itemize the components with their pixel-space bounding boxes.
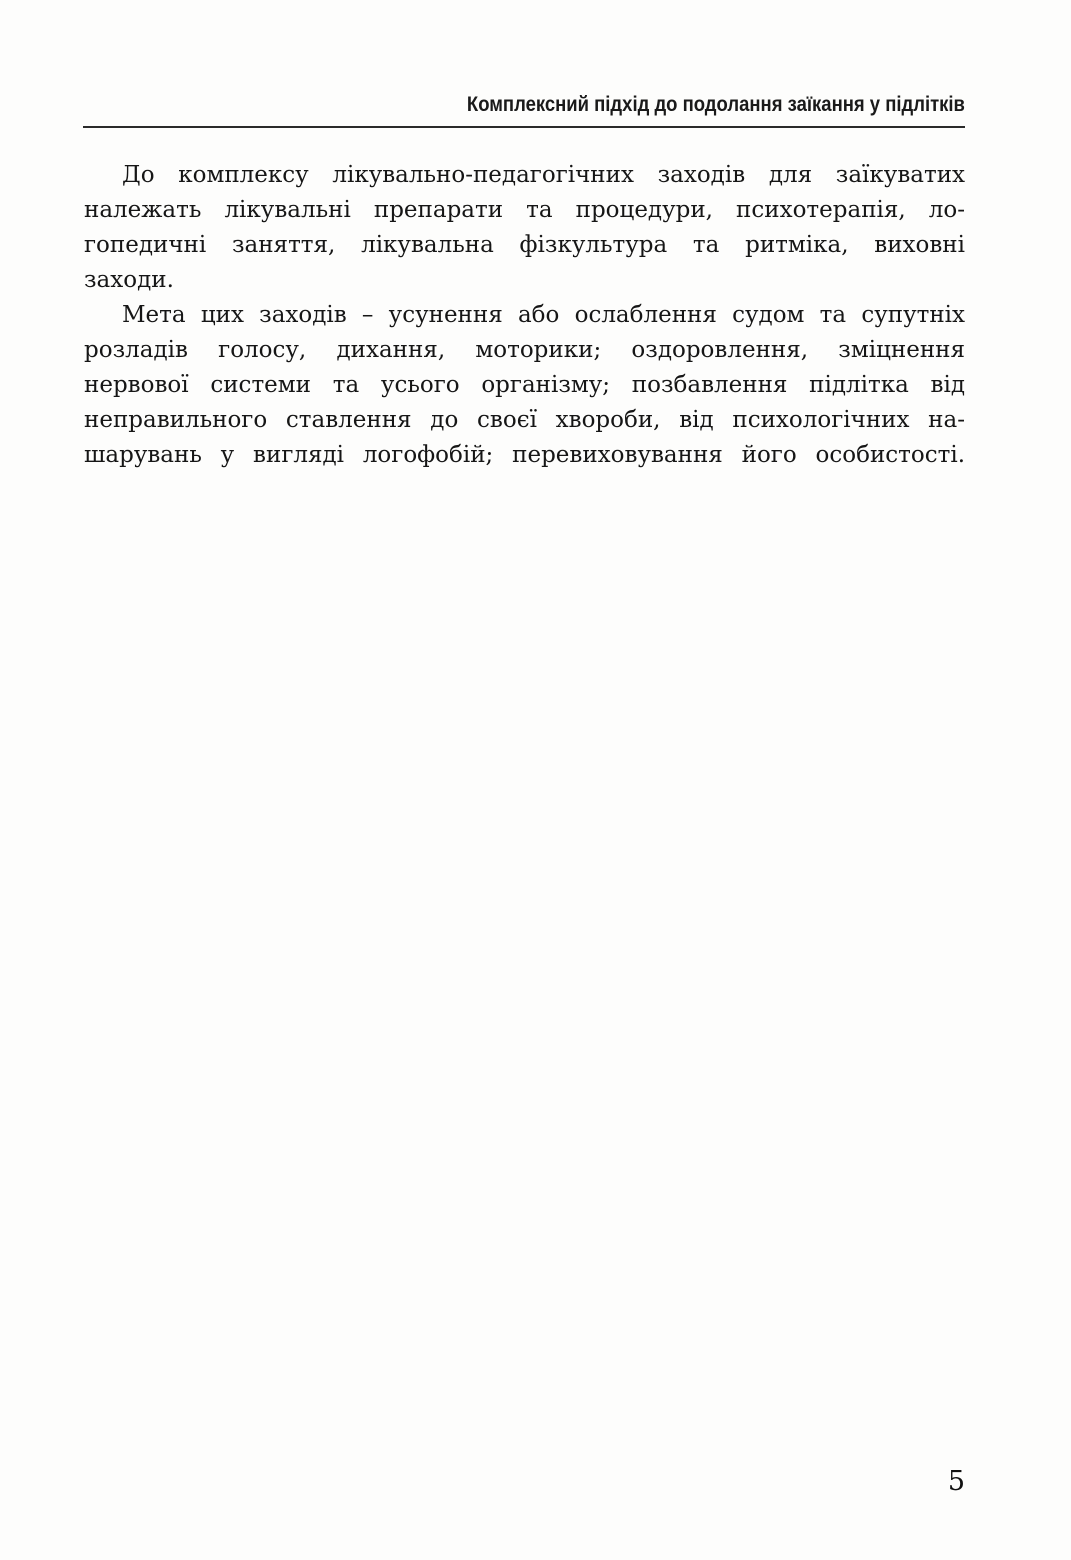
page-number: 5 <box>947 1466 965 1497</box>
body-line: неправильного ставлення до своєї хвороби, від психологічних на- <box>84 407 965 433</box>
body-line: Мета цих заходів – усунення або ослаблення судом та супутніх <box>122 302 965 328</box>
body-line: заходи. <box>84 267 174 293</box>
running-head-title: Комплексний підхід до подолання заїкання у підлітків <box>466 93 965 116</box>
body-line: шарувань у вигляді логофобій; перевиховування його особистості. <box>84 442 965 468</box>
body-text <box>84 158 965 473</box>
running-head <box>84 92 965 118</box>
body-line: нервової системи та усього організму; позбавлення підлітка від <box>84 372 965 398</box>
header-divider <box>83 126 965 128</box>
paragraph <box>84 298 965 473</box>
body-line: належать лікувальні препарати та процедури, психотерапія, ло- <box>84 197 965 223</box>
body-line: До комплексу лікувально-педагогічних заходів для заїкуватих <box>122 162 965 188</box>
paragraph <box>84 158 965 298</box>
body-line: розладів голосу, дихання, моторики; оздоровлення, зміцнення <box>84 337 965 363</box>
body-line: гопедичні заняття, лікувальна фізкультура та ритміка, виховні <box>84 232 965 258</box>
